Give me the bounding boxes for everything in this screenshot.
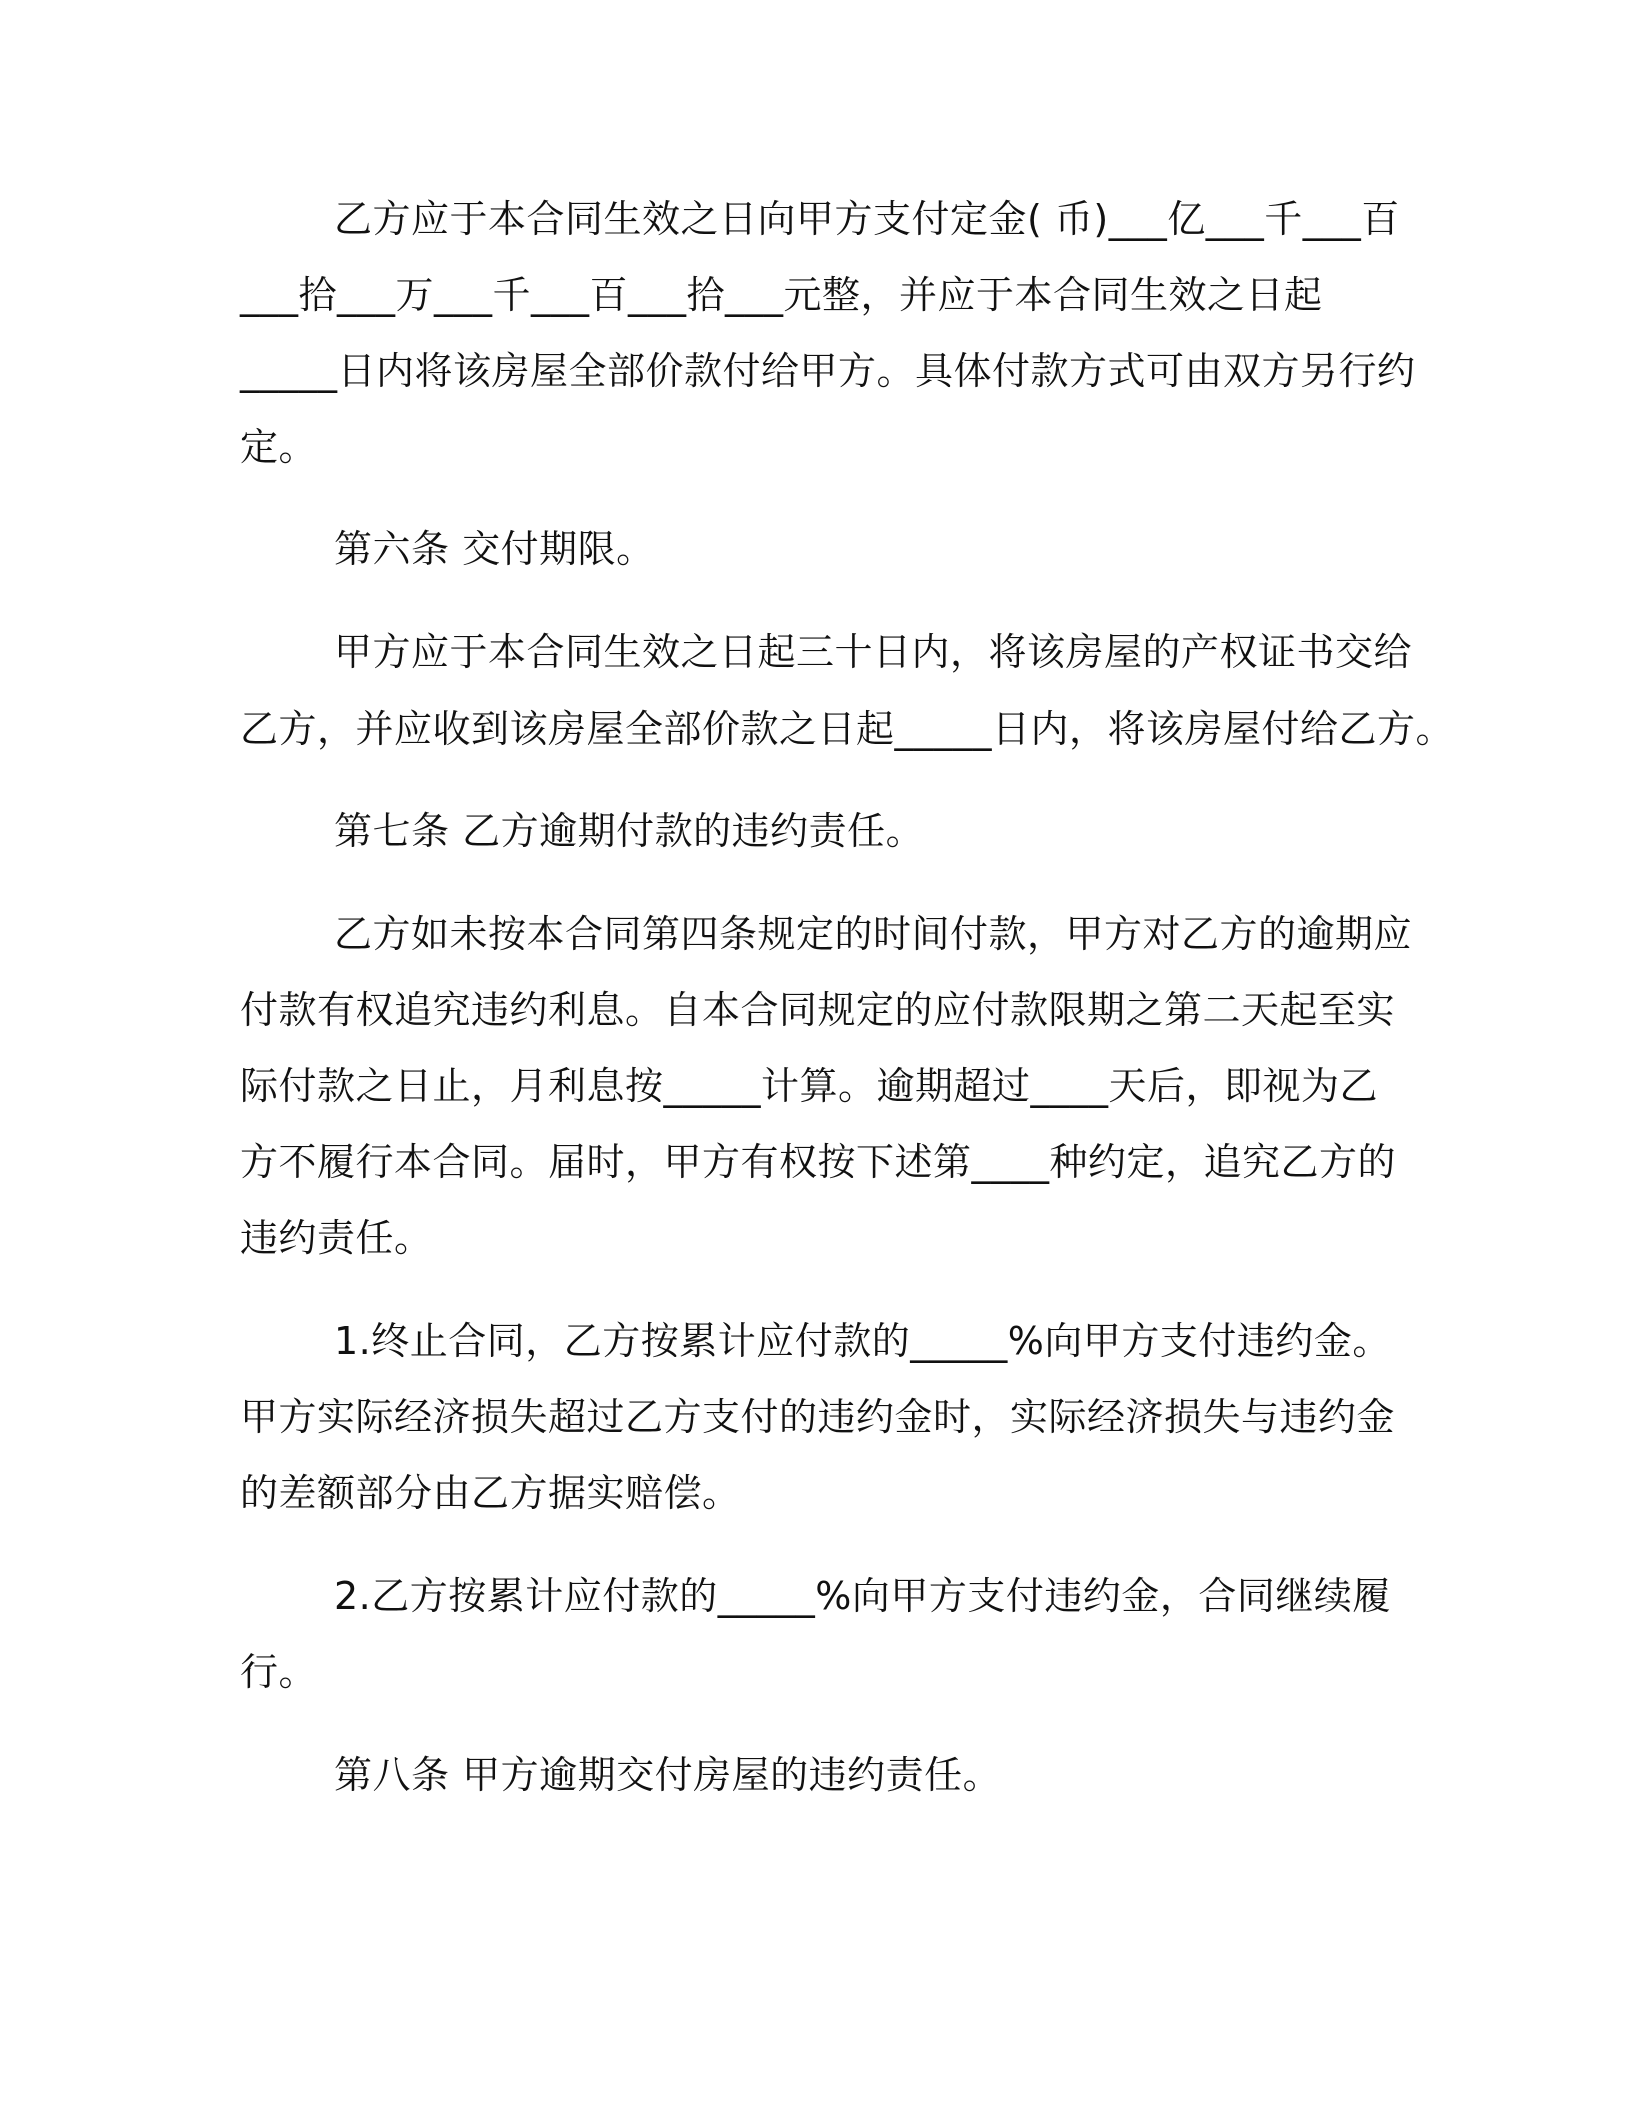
paragraph-line: 定。	[240, 425, 318, 469]
paragraph-line: 乙方如未按本合同第四条规定的时间付款，甲方对乙方的逾期应	[334, 912, 1413, 956]
paragraph-line: ___拾___万___千___百___拾___元整，并应于本合同生效之日起	[240, 273, 1323, 317]
paragraph-line: 甲方实际经济损失超过乙方支付的违约金时，实际经济损失与违约金	[240, 1395, 1396, 1439]
paragraph-line: 的差额部分由乙方据实赔偿。	[240, 1471, 741, 1515]
paragraph-line: 际付款之日止，月利息按_____计算。逾期超过____天后，即视为乙	[240, 1064, 1379, 1108]
paragraph-line: 违约责任。	[240, 1216, 433, 1260]
paragraph-line: 乙方应于本合同生效之日向甲方支付定金( 币)___亿___千___百	[334, 197, 1400, 241]
section-heading: 第六条 交付期限。	[334, 527, 655, 571]
section-heading: 第七条 乙方逾期付款的违约责任。	[334, 809, 925, 853]
paragraph-line: 行。	[240, 1650, 318, 1694]
list-item-line: 1.终止合同，乙方按累计应付款的_____%向甲方支付违约金。	[334, 1319, 1391, 1363]
list-item-line: 2.乙方按累计应付款的_____%向甲方支付违约金，合同继续履	[334, 1574, 1391, 1618]
paragraph-line: 付款有权追究违约利息。自本合同规定的应付款限期之第二天起至实	[240, 988, 1396, 1032]
paragraph-line: _____日内将该房屋全部价款付给甲方。具体付款方式可由双方另行约	[240, 349, 1416, 393]
paragraph-line: 乙方，并应收到该房屋全部价款之日起_____日内，将该房屋付给乙方。	[240, 707, 1455, 751]
section-heading: 第八条 甲方逾期交付房屋的违约责任。	[334, 1753, 1002, 1797]
paragraph-line: 甲方应于本合同生效之日起三十日内，将该房屋的产权证书交给	[334, 630, 1413, 674]
paragraph-line: 方不履行本合同。届时，甲方有权按下述第____种约定，追究乙方的	[240, 1140, 1397, 1184]
